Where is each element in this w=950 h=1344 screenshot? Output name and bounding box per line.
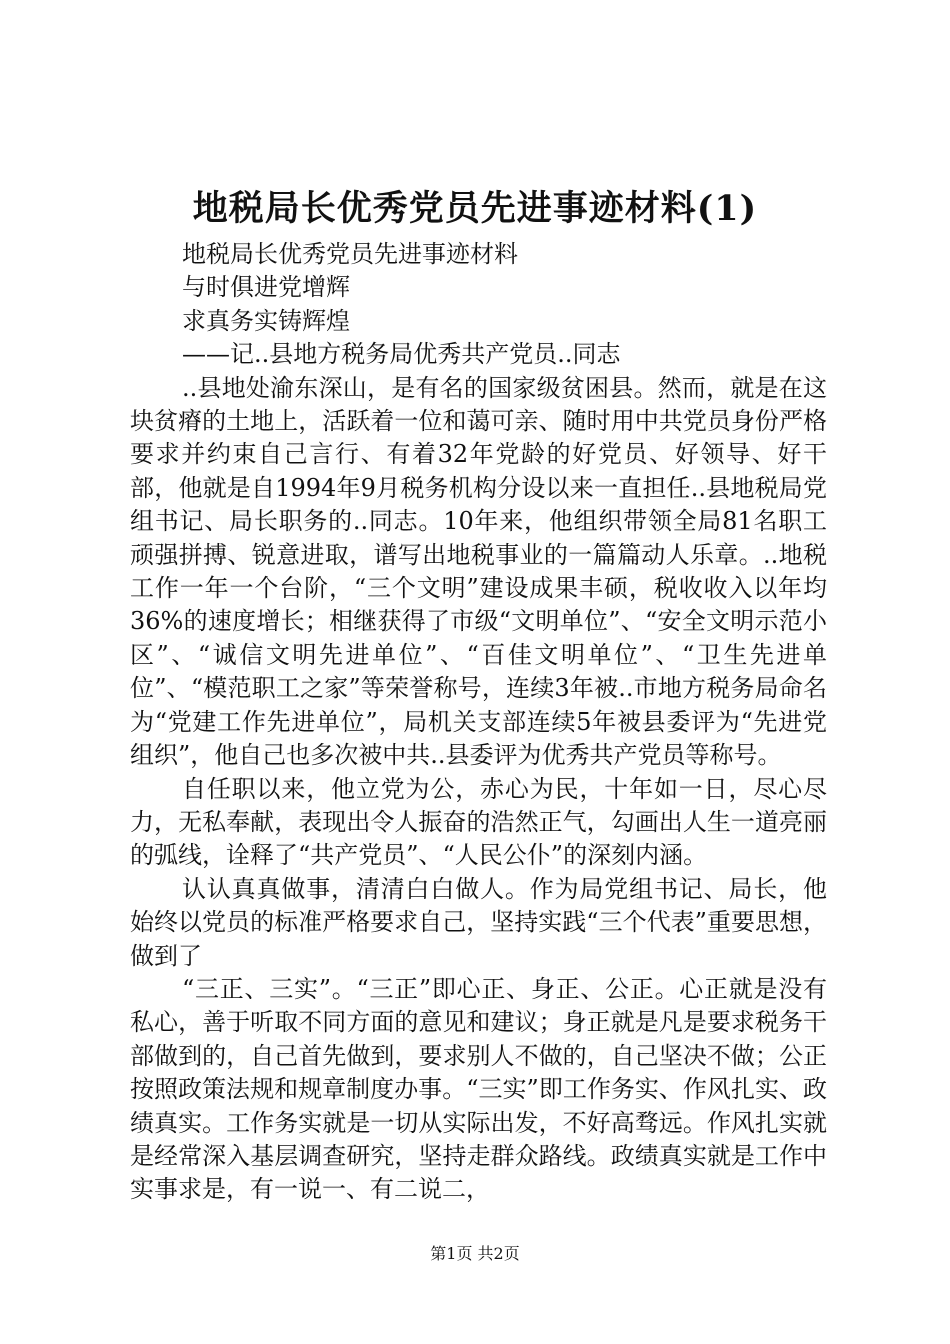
body-paragraph: ..县地处渝东深山，是有名的国家级贫困县。然而，就是在这块贫瘠的土地上，活跃着一位和蔼可亲、随时用中共党员身份严格要求并约束自己言行、有着32年党龄的好党员、好领导、好干部，他就是自1994年9月税务机构分设以来一直担任..县地税局党组书记、局长职务的..同志。10年来，他组织带领全局81名职工顽强拼搏、锐意进取，谱写出地税事业的一篇篇动人乐章。..地税工作一年一个台阶，“三个文明”建设成果丰硕，税收收入以年均36%的速度增长；相继获得了市级“文明单位”、“安全文明示范小区”、“诚信文明先进单位”、“百佳文明单位”、“卫生先进单位”、“模范职工之家”等荣誉称号，连续3年被..市地方税务局命名为“党建工作先进单位”，局机关支部连续5年被县委评为“先进党组织”，他自己也多次被中共..县委评为优秀共产党员等称号。 bbox=[130, 373, 827, 770]
document-body bbox=[130, 238, 827, 1207]
subtitle-byline: ——记..县地方税务局优秀共产党员..同志 bbox=[182, 340, 621, 369]
subtitle-heading: 地税局长优秀党员先进事迹材料 bbox=[182, 240, 518, 268]
page-number-footer: 第1页 共2页 bbox=[430, 1244, 520, 1263]
document-title: 地税局长优秀党员先进事迹材料(1) bbox=[192, 188, 758, 229]
subtitle-line-1: 与时俱进党增辉 bbox=[182, 273, 350, 302]
subtitle-line-2: 求真务实铸辉煌 bbox=[182, 306, 350, 335]
body-paragraph: 自任职以来，他立党为公，赤心为民，十年如一日，尽心尽力，无私奉献，表现出令人振奋的浩然正气，勾画出人生一道亮丽的弧线，诠释了“共产党员”、“人民公仆”的深刻内涵。 bbox=[130, 774, 827, 870]
body-paragraph: “三正、三实”。“三正”即心正、身正、公正。心正就是没有私心，善于听取不同方面的意见和建议；身正就是凡是要求税务干部做到的，自己首先做到，要求别人不做的，自己坚决不做；公正按照政策法规和规章制度办事。“三实”即工作务实、作风扎实、政绩真实。工作务实就是一切从实际出发，不好高骛远。作风扎实就是经常深入基层调查研究，坚持走群众路线。政绩真实就是工作中实事求是，有一说一、有二说二， bbox=[130, 974, 827, 1204]
body-paragraph: 认认真真做事，清清白白做人。作为局党组书记、局长，他始终以党员的标准严格要求自己，坚持实践“三个代表”重要思想，做到了 bbox=[130, 874, 827, 970]
